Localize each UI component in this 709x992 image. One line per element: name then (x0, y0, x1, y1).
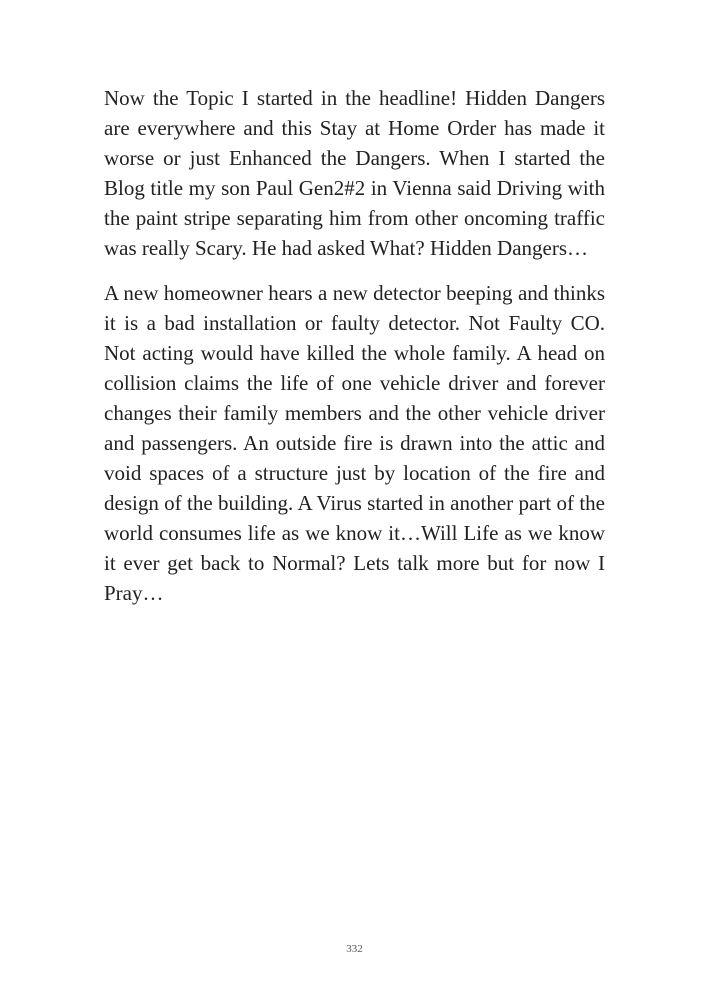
body-text (104, 83, 605, 623)
page-number: 332 (346, 943, 363, 955)
paragraph-detector-and-virus: A new homeowner hears a new detector beeping and thinks it is a bad installation or faulty detector. Not Faulty CO. Not acting would have killed the whole family. A head on collision claims the life of one vehicle driver and forever changes their family members and the other vehicle driver and passengers. An outside fire is drawn into the attic and void spaces of a structure just by location of the fire and design of the building. A Virus started in another part of the world consumes life as we know it…Will Life as we know it ever get back to Normal? Lets talk more but for now I Pray… (104, 281, 605, 605)
paragraph-hidden-dangers: Now the Topic I started in the headline! Hidden Dangers are everywhere and this Stay at Home Order has made it worse or just Enhanced the Dangers. When I started the Blog title my son Paul Gen2#2 in Vienna said Driving with the paint stripe separating him from other oncoming traffic was really Scary. He had asked What? Hidden Dangers… (104, 86, 605, 260)
